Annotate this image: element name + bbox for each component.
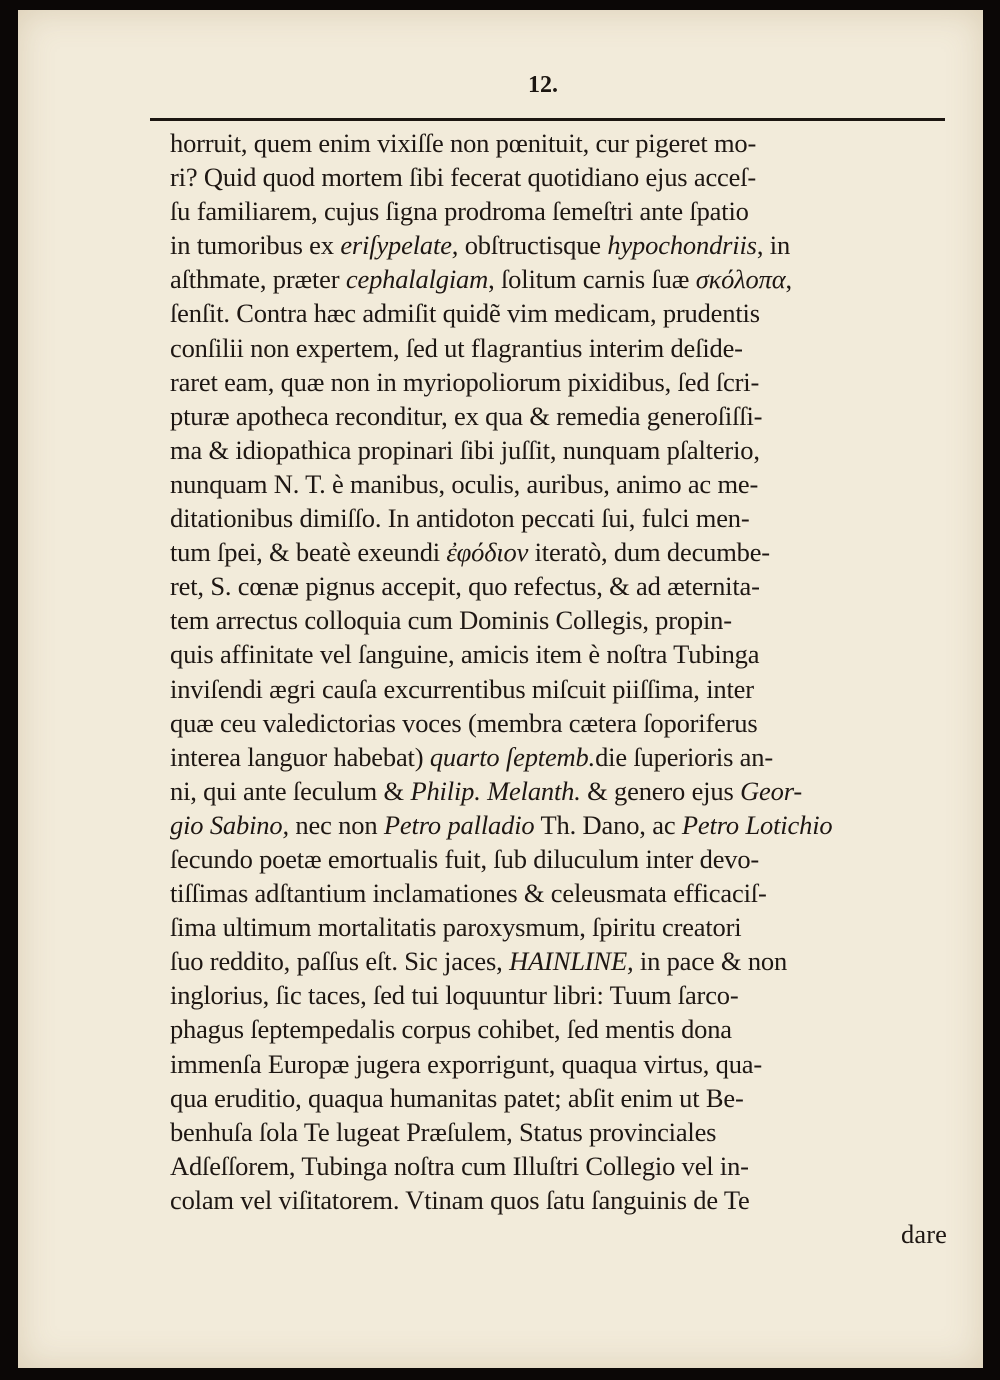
text-line [170,535,950,569]
italic-segment: cephalalgiam [345,264,489,295]
catchword: dare [901,1219,947,1249]
text-segment: ret, S. cœnæ pignus accepit, quo refectus, & ad æternita- [170,571,760,602]
text-line [170,365,950,399]
text-segment: benhuſa ſola Te lugeat Præſulem, Status provinciales [170,1116,717,1147]
text-segment: quis affinitate vel ſanguine, amicis item è noſtra Tubinga [170,639,760,670]
body-text [170,126,950,1251]
text-line [170,262,950,296]
text-segment: ſu familiarem, cujus ſigna prodroma ſemeſtri ante ſpatio [170,196,749,227]
text-line [170,433,950,467]
text-segment: pturæ apotheca reconditur, ex qua & remedia generoſiſſi- [170,400,763,431]
text-segment: , in [756,230,791,261]
text-segment: iteratò, dum decumbe- [528,537,770,568]
text-segment: ma & idiopathica propinari ſibi juſſit, nunquam pſalterio, [170,434,760,465]
italic-segment: hypochondriis [607,230,757,261]
text-line [170,569,950,603]
text-line [170,910,950,944]
text-line [170,672,950,706]
italic-segment: eriſypelate, [340,230,459,261]
text-line [170,399,950,433]
text-segment: qua eruditio, quaqua humanitas patet; abſit enim ut Be- [170,1082,744,1113]
text-line [170,944,950,978]
text-line [170,808,950,842]
text-line [170,876,950,910]
italic-segment: Petro Lotichio [681,809,833,840]
page-number: 12. [528,72,558,98]
text-line [170,978,950,1012]
italic-segment: gio Sabino, [170,809,289,840]
text-segment: ſima ultimum mortalitatis paroxysmum, ſpiritu creatori [170,912,742,943]
text-segment: tem arrectus colloquia cum Dominis Collegis, propin- [170,605,732,636]
text-segment: & genero ejus [580,775,741,806]
text-segment: ri? Quid quod mortem ſibi fecerat quotidiano ejus acceſ- [170,162,757,193]
text-line [170,1183,950,1217]
text-line [170,1047,950,1081]
text-segment: inglorius, ſic taces, ſed tui loquuntur libri: Tuum ſarco- [170,980,739,1011]
header-rule [150,118,945,121]
text-segment: raret eam, quæ non in myriopoliorum pixidibus, ſed ſcri- [170,366,760,397]
text-segment: die ſuperioris an- [595,741,773,772]
text-segment: , ſolitum carnis ſuæ [488,264,696,295]
text-segment: ditationibus dimiſſo. In antidoton peccati ſui, fulci men- [170,503,750,534]
text-segment: ſuo reddito, paſſus eſt. Sic jaces, [170,946,510,977]
text-segment: interea languor habebat) [170,741,430,772]
text-line [170,228,950,262]
text-segment: inviſendi ægri cauſa excurrentibus miſcuit piiſſima, inter [170,673,754,704]
text-line [170,1081,950,1115]
text-segment: Th. Dano, ac [534,809,682,840]
text-line [170,603,950,637]
text-segment: in tumoribus ex [170,230,341,261]
text-line [170,126,950,160]
text-segment: tum ſpei, & beatè exeundi [170,537,447,568]
text-segment: ſenſit. Contra hæc admiſit quidẽ vim medicam, prudentis [170,298,760,329]
text-segment: conſilii non expertem, ſed ut flagrantius interim deſide- [170,332,743,363]
text-segment: aſthmate, præter [170,264,346,295]
text-line [170,160,950,194]
text-segment: quæ ceu valedictorias voces (membra cætera ſoporiferus [170,707,758,738]
text-line [170,1012,950,1046]
text-line [170,467,950,501]
italic-segment: ἐφόδιον [446,537,529,568]
italic-segment: quarto ſeptemb. [429,741,596,772]
text-segment: nec non [288,809,384,840]
text-segment: immenſa Europæ jugera exporrigunt, quaqua virtus, qua- [170,1048,762,1079]
text-line [170,637,950,671]
text-segment: , [785,264,792,295]
text-segment: nunquam N. T. è manibus, oculis, auribus, animo ac me- [170,468,759,499]
text-line [170,774,950,808]
text-line [170,331,950,365]
text-line [170,842,950,876]
text-segment: in pace & non [633,946,788,977]
text-segment: colam vel viſitatorem. Vtinam quos ſatu ſanguinis de Te [170,1184,750,1215]
italic-segment: σκόλοπα [695,264,786,295]
text-segment: ni, qui ante ſeculum & [170,775,411,806]
text-segment: ſecundo poetæ emortualis fuit, ſub diluculum inter devo- [170,843,760,874]
text-segment: horruit, quem enim vixiſſe non pœnituit, cur pigeret mo- [170,128,757,158]
text-line [170,740,950,774]
text-segment: obſtructisque [458,230,608,261]
text-line [170,1149,950,1183]
text-line [170,1115,950,1149]
text-segment: phagus ſeptempedalis corpus cohibet, ſed mentis dona [170,1014,732,1045]
italic-segment: Petro palladio [383,809,535,840]
text-line [170,194,950,228]
italic-segment: Philip. Melanth. [410,775,581,806]
text-segment: tiſſimas adſtantium inclamationes & celeusmata efficaciſ- [170,878,767,909]
italic-segment: HAINLINE, [509,946,634,977]
text-line [170,706,950,740]
text-segment: Adſeſſorem, Tubinga noſtra cum Illuſtri Collegio vel in- [170,1150,749,1181]
text-line [170,501,950,535]
text-line [170,296,950,330]
italic-segment: Geor- [740,775,802,806]
